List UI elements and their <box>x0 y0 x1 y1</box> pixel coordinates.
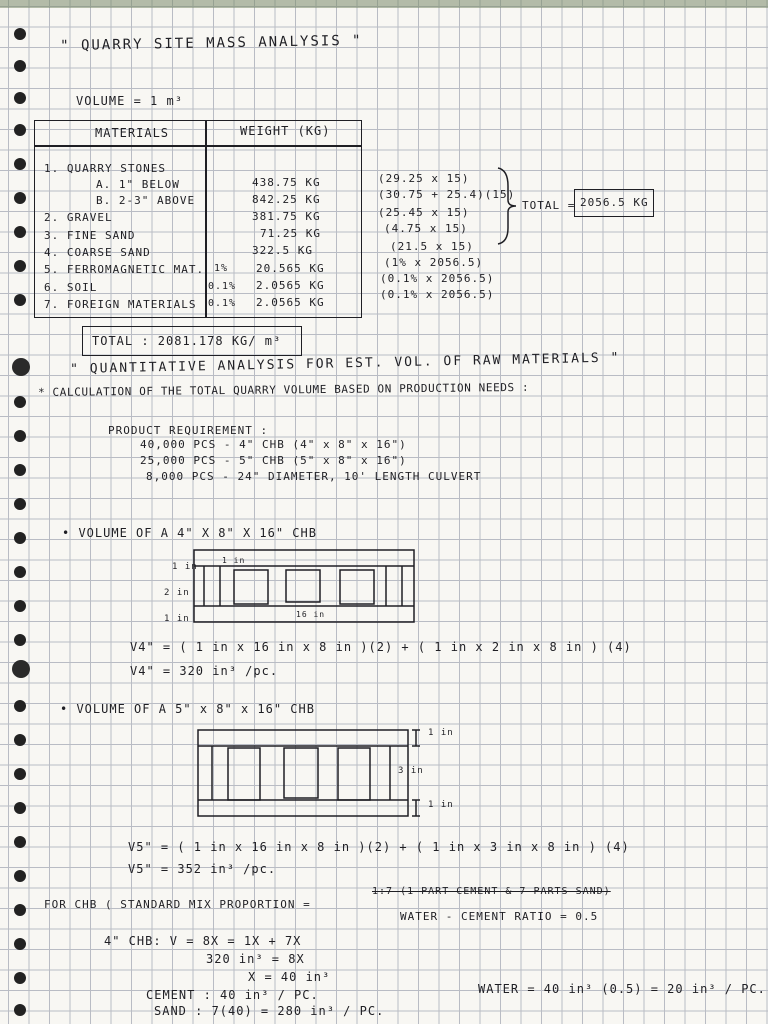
chb5-dim-bot: 1 in <box>428 800 454 810</box>
table-row-weight: 2.0565 KG <box>256 296 325 309</box>
table-row-pct: 1% <box>214 263 229 274</box>
table-row-material: 4. COARSE SAND <box>44 246 151 259</box>
table-header-weight: WEIGHT (KG) <box>240 124 331 138</box>
table-row-pct: 0.1% <box>208 281 237 292</box>
chb4-dim-mid: 2 in <box>164 588 190 598</box>
mix-cement: CEMENT : 40 in³ / PC. <box>146 988 319 1002</box>
product-req-item: 8,000 PCS - 24" DIAMETER, 10' LENGTH CULVERT <box>146 470 482 483</box>
table-row-weight: 842.25 KG <box>252 193 321 206</box>
table-row-material: A. 1" BELOW <box>96 178 180 191</box>
chb5-dim-mid: 3 in <box>398 766 424 776</box>
mix-water: WATER = 40 in³ (0.5) = 20 in³ / PC. <box>478 982 766 996</box>
photo-top-edge <box>0 0 768 8</box>
table-row-weight: 322.5 KG <box>252 244 313 257</box>
calc-line: (1% x 2056.5) <box>384 256 484 269</box>
mix-line-1: 4" CHB: V = 8X = 1X + 7X <box>104 934 302 948</box>
table-header-materials: MATERIALS <box>95 126 170 140</box>
section2-subtitle: * CALCULATION OF THE TOTAL QUARRY VOLUME BASED ON PRODUCTION NEEDS : <box>38 380 530 399</box>
table-row-weight: 438.75 KG <box>252 176 321 189</box>
mix-line-3: X = 40 in³ <box>248 970 331 984</box>
table-row-material: 5. FERROMAGNETIC MAT. <box>44 263 205 276</box>
calc-line: (0.1% x 2056.5) <box>380 288 495 301</box>
chb4-dim-bot: 1 in <box>164 614 190 624</box>
table-row-material: 7. FOREIGN MATERIALS <box>44 298 197 311</box>
table-row-weight: 2.0565 KG <box>256 279 325 292</box>
table-row-material: 6. SOIL <box>44 281 98 294</box>
calc-line: (0.1% x 2056.5) <box>380 272 495 285</box>
table-row-material: B. 2-3" ABOVE <box>96 194 196 207</box>
product-req-label: PRODUCT REQUIREMENT : <box>108 424 269 437</box>
table-row-material: 1. QUARRY STONES <box>44 162 166 175</box>
chb4-eq2: V4" = 320 in³ /pc. <box>130 664 279 678</box>
chb5-heading: • VOLUME OF A 5" x 8" x 16" CHB <box>60 702 315 716</box>
calc-line: (25.45 x 15) <box>378 206 470 219</box>
table-row-pct: 0.1% <box>208 298 237 309</box>
total-brace-icon <box>496 166 518 246</box>
table-row-weight: 71.25 KG <box>260 227 321 240</box>
total-box-text: TOTAL : 2081.178 KG/ m³ <box>92 334 282 348</box>
total-side-value: 2056.5 KG <box>580 196 649 209</box>
chb5-eq1: V5" = ( 1 in x 16 in x 8 in )(2) + ( 1 in x 3 in x 8 in ) (4) <box>128 840 630 854</box>
mix-struck-text: 1:7 (1 PART CEMENT & 7 PARTS SAND) <box>372 886 611 897</box>
chb5-section-drawing <box>194 726 424 822</box>
mix-sand: SAND : 7(40) = 280 in³ / PC. <box>154 1004 385 1018</box>
chb5-dim-top: 1 in <box>428 728 454 738</box>
table-column-rule <box>205 120 207 318</box>
product-req-item: 40,000 PCS - 4" CHB (4" x 8" x 16") <box>140 438 407 451</box>
chb4-heading: • VOLUME OF A 4" X 8" X 16" CHB <box>62 526 317 540</box>
chb4-dim-len: 16 in <box>296 610 326 619</box>
table-row-material: 2. GRAVEL <box>44 211 113 224</box>
calc-line: (4.75 x 15) <box>384 222 468 235</box>
table-row-material: 3. FINE SAND <box>44 229 136 242</box>
table-header-rule <box>34 145 362 147</box>
total-side-label: TOTAL = <box>522 199 576 212</box>
chb5-eq2: V5" = 352 in³ /pc. <box>128 862 277 876</box>
mix-line-2: 320 in³ = 8X <box>206 952 305 966</box>
calc-line: (29.25 x 15) <box>378 172 470 185</box>
table-row-weight: 381.75 KG <box>252 210 321 223</box>
volume-line: VOLUME = 1 m³ <box>76 94 183 108</box>
mix-line: FOR CHB ( STANDARD MIX PROPORTION = <box>44 898 311 911</box>
chb4-dim-web: 1 in <box>222 556 246 565</box>
calc-line: (21.5 x 15) <box>390 240 474 253</box>
chb4-dim-top: 1 in <box>172 562 198 572</box>
mix-water-cement-ratio: WATER - CEMENT RATIO = 0.5 <box>400 910 599 923</box>
chb4-eq1: V4" = ( 1 in x 16 in x 8 in )(2) + ( 1 in x 2 in x 8 in ) (4) <box>130 640 632 654</box>
table-row-weight: 20.565 KG <box>256 262 325 275</box>
section2-title: " QUANTITATIVE ANALYSIS FOR EST. VOL. OF RAW MATERIALS " <box>70 350 621 377</box>
product-req-item: 25,000 PCS - 5" CHB (5" x 8" x 16") <box>140 454 407 467</box>
page-title: " QUARRY SITE MASS ANALYSIS " <box>60 32 363 54</box>
calc-line: (30.75 + 25.4)(15) <box>378 188 516 201</box>
